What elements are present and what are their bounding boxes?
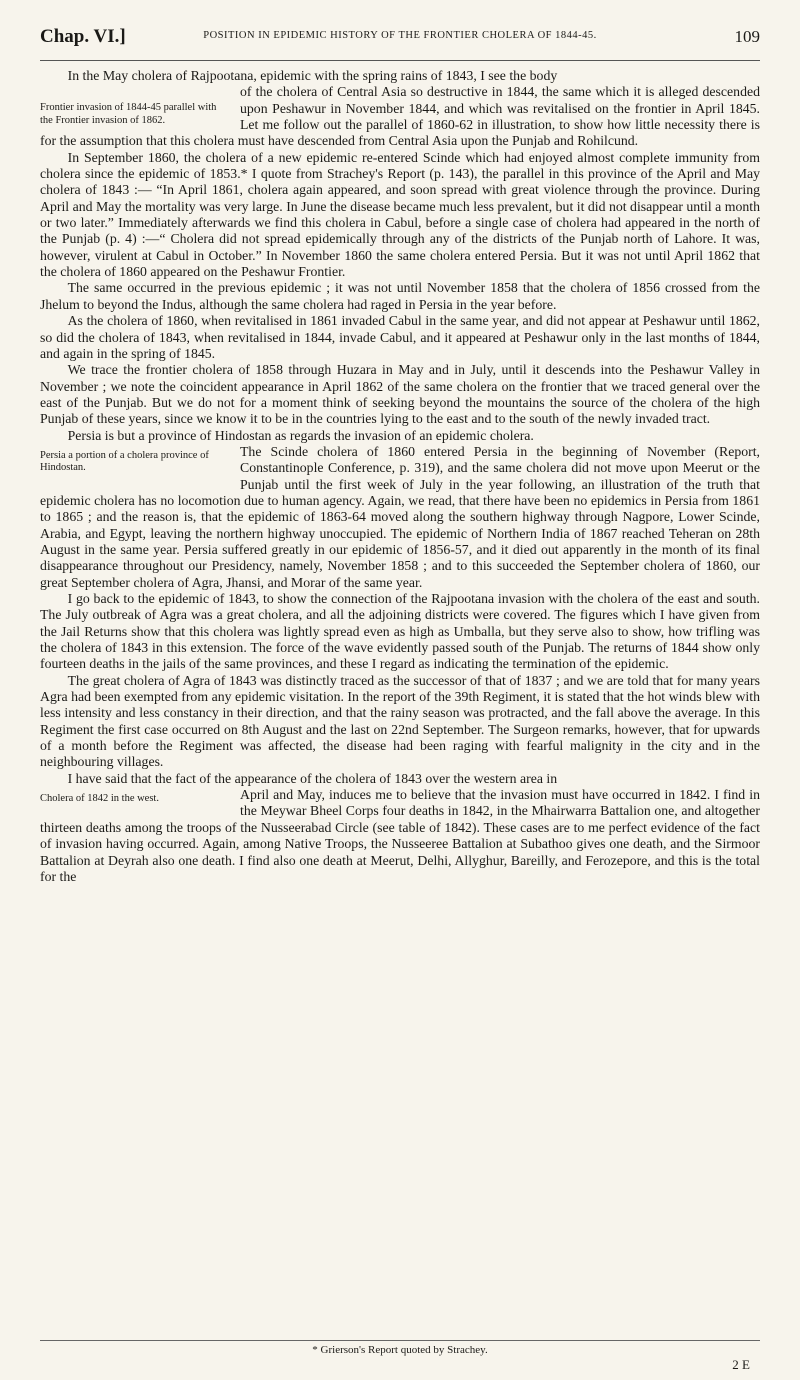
signature-mark: 2 E [732,1357,750,1372]
running-title: POSITION IN EPIDEMIC HISTORY OF THE FRONTIER CHOLERA OF 1844-45. [203,30,597,41]
paragraph: I go back to the epidemic of 1843, to show the connection of the Rajpootana invasion with the cholera of the east and south. The July outbreak of Agra was a great cholera, and all the adjoining districts were covered. The figures which I have given from the Jail Returns show that this cholera was lightly spread even as high as Umballa, but they serve also to show, how trifling was the cholera of 1843 in this extension. The force of the wave evidently passed south of the Punjab. The returns of 1844 show only fourteen deaths in the jails of the same provinces, and these I regard as indicating the termination of the epidemic. [40,591,760,672]
paragraph-text: of the cholera of Central Asia so destructive in 1844, the same which it is alleged descended upon Peshawur in November 1844, and which was revitalised on the frontier in April 1845. Let me follow out the parallel of 1860-62 in illustration, to show how little necessity there is for the assumption that this cholera must have descended from Central Asia upon the Punjab and Rohilcund. [40,84,760,149]
paragraph: I have said that the fact of the appearance of the cholera of 1843 over the western area in [67,770,558,786]
paragraph [40,68,760,84]
paragraph: We trace the frontier cholera of 1858 through Huzara in May and in July, until it descends into the Peshawur Valley in November ; we note the coincident appearance in April 1862 of the same cholera on the frontier that we traced general over the east of the Punjab. But we do not for a moment think of seeking beyond the mountains the source of the cholera of the high Punjab of these years, since we know it to be in the countries lying to the east and to the south of the newly invaded tract. [40,362,760,427]
page-number: 109 [734,27,760,46]
paragraph: As the cholera of 1860, when revitalised in 1861 invaded Cabul in the same year, and did not appear at Peshawur until 1862, so did the cholera of 1843, when revitalised in 1844, invade Cabul, and it appeared at Peshawur only in the last months of 1844, and again in the spring of 1845. [40,313,760,361]
page-body [40,68,760,885]
chapter-label: Chap. VI.] [40,26,126,47]
paragraph: In September 1860, the cholera of a new epidemic re-entered Scinde which had enjoyed almost complete immunity from cholera since the epidemic of 1853.* I quote from Strachey's Report (p. 143), the parallel in this province of the April and May cholera of 1843 :— “In April 1861, cholera again appeared, and soon spread with great violence through the province. During April and May the mortality was very large. In June the disease became much less prevalent, but it did not disappear until a month or two later.” Immediately afterwards we find this cholera in Cabul, before a single case of cholera had appeared in the north of the Punjab (p. 4) :—“ Cholera did not spread epidemically through any of the districts of the Punjab north of Lahore. It was, however, virulent at Cabul in October.” In November 1860 the same cholera entered Persia. But it was not until April 1862 that the cholera of 1860 appeared on the Peshawur Frontier. [40,149,760,280]
paragraph: April and May, induces me to believe that the invasion must have occurred in 1842. I find in the Meywar Bheel Corps four deaths in 1842, in the Mhairwarra Battalion one, and altogether thirteen deaths among the troops of the Nusseerabad Circle (see table of 1842). These cases are to me perfect evidence of the fact of invasion having occurred. Again, among Native Troops, the Nusseeree Battalion at Subathoo gives one death, and the Sirmoor Battalion at Deyrah also one death. I find also one death at Meerut, Delhi, Allyghur, Bareilly, and Ferozepore, and this is the total for the [40,787,760,884]
paragraph: The Scinde cholera of 1860 entered Persia in the beginning of November (Report, Constantinople Conference, p. 319), and the same cholera did not move upon Meerut or the Punjab until the first week of July in the year following, an illustration of the truth that epidemic cholera has no locomotion due to human agency. Again, we read, that there have been no epidemics in Persia from 1861 to 1865 ; and the reason is, that the epidemic of 1863-64 moved along the southern highway through Nagpore, Lower Scinde, Arabia, and Egypt, leaving the northern highway unoccupied. The epidemic of Northern India of 1867 reached Teheran on 28th August in the same year. Persia suffered greatly in our epidemic of 1856-57, and it died out apparently in the month of its final disappearance throughout our Presidency, namely, November 1858 ; and to this succeeded the September cholera of 1860, our great September cholera of Agra, Jhansi, and Morar of the same year. [40,443,760,590]
paragraph: Persia is but a province of Hindostan as regards the invasion of an epidemic cholera. [67,427,534,443]
paragraph: The great cholera of Agra of 1843 was distinctly traced as the successor of that of 1837 ; and we are told that for many years Agra had been exempted from any epidemic visitation. In the report of the 39th Regiment, it is stated that the hot winds blew with less intensity and less constancy in their direction, and that the rainy season was protracted, and the fall above the average. In this Regiment the first case occurred on 8th August and the last on 22nd September. The Surgeon remarks, however, that for upwards of a month before the Regiment was affected, the disease had been raging with fearful malignity in the city and in the neighbouring villages. [40,672,760,770]
paragraph: The same occurred in the previous epidemic ; it was not until November 1858 that the cholera of 1856 crossed from the Jhelum to beyond the Indus, although the same cholera had raged in Persia in the year before. [40,280,760,312]
sidenote-frontier-invasion: Frontier invasion of 1844-45 parallel with the Frontier invasion of 1862. [40,102,217,126]
sidenote-persia-province: Persia a portion of a cholera province of Hindostan. [40,449,209,474]
footnote: * Grierson's Report quoted by Strachey. [312,1344,488,1356]
sidenote-cholera-west: Cholera of 1842 in the west. [40,793,159,805]
page-header [40,20,760,61]
footnote-rule [40,1340,760,1341]
paragraph-text: In the May cholera of Rajpootana, epidemic with the spring rains of 1843, I see the body [67,68,558,83]
